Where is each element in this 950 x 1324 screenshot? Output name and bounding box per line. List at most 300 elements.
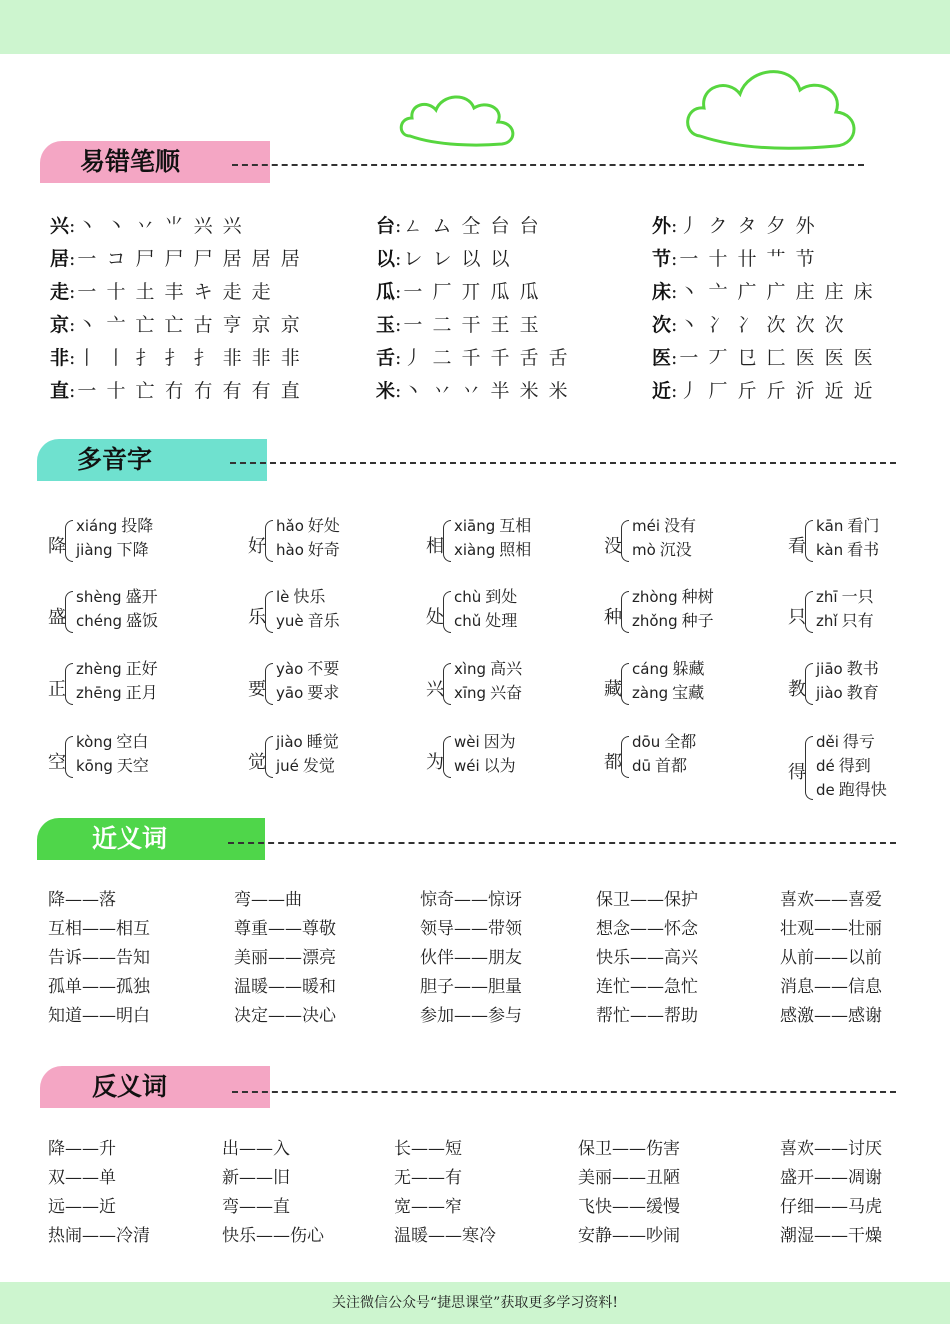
word-pair-column: [48, 886, 218, 1031]
word-pair: 盛开——凋谢: [780, 1168, 882, 1188]
example-word: 只有: [841, 611, 874, 630]
polyphone-char: 乐: [248, 607, 266, 628]
word-pair: 降——落: [48, 890, 116, 910]
pinyin: jiāo: [816, 660, 843, 678]
polyphone-char: 盛: [48, 607, 66, 628]
colon: :: [395, 380, 402, 402]
pinyin: chǔ: [454, 612, 482, 630]
word-pair: 温暖——暖和: [234, 977, 336, 997]
stroke-sequence: 丶 丷 丷 半 米 米: [403, 380, 570, 402]
pinyin: wèi: [454, 733, 480, 751]
pinyin: jué: [276, 757, 299, 775]
colon: :: [671, 347, 678, 369]
brace: [65, 736, 73, 778]
polyphone-readings: [816, 730, 887, 802]
pinyin: zhēng: [76, 684, 122, 702]
stroke-sequence: 丿 二 千 千 舌 舌: [403, 347, 570, 369]
reading-line: [276, 585, 340, 609]
pinyin: zàng: [632, 684, 669, 702]
brace: [265, 663, 273, 705]
stroke-sequence: 一 十 亡 冇 冇 有 有 直: [77, 380, 302, 402]
reading-line: [816, 754, 887, 778]
reading-line: [454, 657, 522, 681]
polyphone-char: 好: [248, 536, 266, 557]
colon: :: [671, 380, 678, 402]
stroke-row: [652, 276, 932, 309]
stroke-char: 外: [652, 215, 672, 237]
pinyin: zhǒng: [632, 612, 678, 630]
word-pair: 飞快——缓慢: [578, 1197, 680, 1217]
pinyin: dū: [632, 757, 652, 775]
polyphone-readings: [454, 514, 531, 562]
polyphone-char: 看: [788, 536, 806, 557]
polyphone-char: 处: [426, 607, 444, 628]
brace: [443, 591, 451, 633]
word-pair: 保卫——伤害: [578, 1139, 680, 1159]
word-pair: 消息——信息: [780, 977, 882, 997]
brace: [805, 736, 813, 800]
reading-line: [632, 538, 696, 562]
pinyin: xìng: [454, 660, 487, 678]
polyphone-readings: [632, 730, 696, 778]
stroke-row: [652, 375, 932, 408]
pinyin: jiào: [276, 733, 303, 751]
polyphone-char: 得: [788, 762, 806, 783]
reading-line: [276, 514, 340, 538]
divider: [230, 462, 896, 464]
word-pair-column: [780, 1135, 950, 1251]
example-word: 照相: [499, 540, 532, 559]
example-word: 跑得快: [838, 780, 887, 799]
word-pair: 尊重——尊敬: [234, 919, 336, 939]
brace: [65, 591, 73, 633]
polyphone-readings: [276, 657, 339, 705]
divider: [232, 164, 864, 166]
colon: :: [671, 215, 678, 237]
colon: :: [69, 248, 76, 270]
stroke-char: 次: [652, 314, 672, 336]
brace: [443, 663, 451, 705]
word-pair: 胆子——胆量: [420, 977, 522, 997]
colon: :: [671, 281, 678, 303]
pinyin: zhǐ: [816, 612, 838, 630]
pinyin: kàn: [816, 541, 844, 559]
polyphone-readings: [816, 657, 879, 705]
word-pair: 美丽——漂亮: [234, 948, 336, 968]
stroke-row: [376, 309, 656, 342]
pinyin: zhèng: [76, 660, 122, 678]
example-word: 高兴: [490, 659, 523, 678]
stroke-row: [652, 210, 932, 243]
stroke-column: [652, 210, 932, 408]
word-pair: 惊奇——惊讶: [420, 890, 522, 910]
example-word: 到处: [485, 587, 518, 606]
word-pair: 热闹——冷清: [48, 1226, 150, 1246]
stroke-sequence: 一 十 卄 艹 节: [679, 248, 817, 270]
colon: :: [671, 314, 678, 336]
word-pair: 出——入: [222, 1139, 290, 1159]
stroke-row: [376, 342, 656, 375]
brace: [805, 520, 813, 562]
word-pair-column: [394, 1135, 564, 1251]
polyphone-readings: [632, 657, 704, 705]
polyphone-readings: [276, 585, 340, 633]
stroke-row: [50, 309, 330, 342]
reading-line: [632, 730, 696, 754]
word-pair: 帮忙——帮助: [596, 1006, 698, 1026]
word-pair: 告诉——告知: [48, 948, 150, 968]
reading-line: [454, 730, 516, 754]
word-pair: 领导——带领: [420, 919, 522, 939]
word-pair-column: [48, 1135, 218, 1251]
pinyin: de: [816, 781, 835, 799]
word-pair: 潮湿——干燥: [780, 1226, 882, 1246]
stroke-row: [50, 243, 330, 276]
reading-line: [816, 681, 879, 705]
stroke-char: 玉: [376, 314, 396, 336]
stroke-char: 直: [50, 380, 70, 402]
example-word: 种树: [681, 587, 714, 606]
example-word: 盛开: [125, 587, 158, 606]
word-pair: 长——短: [394, 1139, 462, 1159]
pinyin: lè: [276, 588, 290, 606]
cloud-icon: [682, 60, 862, 160]
stroke-sequence: 丶 亠 广 广 庄 庄 床: [679, 281, 875, 303]
colon: :: [69, 347, 76, 369]
pinyin: chéng: [76, 612, 123, 630]
brace: [805, 591, 813, 633]
divider: [232, 1091, 896, 1093]
reading-line: [632, 754, 696, 778]
pinyin: wéi: [454, 757, 480, 775]
example-word: 好奇: [307, 540, 340, 559]
stroke-sequence: レ レ 以 以: [403, 248, 512, 270]
stroke-char: 居: [50, 248, 70, 270]
stroke-char: 兴: [50, 215, 70, 237]
pinyin: dé: [816, 757, 835, 775]
word-pair: 喜欢——喜爱: [780, 890, 882, 910]
stroke-column: [376, 210, 656, 408]
example-word: 好处: [307, 516, 340, 535]
stroke-sequence: 丶 亠 亡 亡 古 亨 京 京: [77, 314, 302, 336]
stroke-row: [652, 243, 932, 276]
stroke-sequence: 丶 冫 冫 次 次 次: [679, 314, 846, 336]
polyphone-readings: [454, 657, 522, 705]
brace: [621, 663, 629, 705]
polyphone-char: 兴: [426, 679, 444, 700]
polyphone-readings: [632, 514, 696, 562]
stroke-sequence: 丿 厂 斤 斤 沂 近 近: [679, 380, 875, 402]
stroke-char: 以: [376, 248, 396, 270]
stroke-char: 舌: [376, 347, 396, 369]
stroke-sequence: 丿 ク タ 夕 外: [679, 215, 817, 237]
word-pair: 新——旧: [222, 1168, 290, 1188]
example-word: 首都: [655, 756, 688, 775]
example-word: 种子: [681, 611, 714, 630]
example-word: 快乐: [293, 587, 326, 606]
example-word: 投降: [121, 516, 154, 535]
polyphone-readings: [632, 585, 714, 633]
reading-line: [276, 754, 339, 778]
reading-line: [632, 585, 714, 609]
reading-line: [76, 730, 149, 754]
example-word: 得亏: [842, 732, 875, 751]
word-pair: 仔细——马虎: [780, 1197, 882, 1217]
word-pair: 远——近: [48, 1197, 116, 1217]
polyphone-char: 空: [48, 752, 66, 773]
stroke-char: 走: [50, 281, 70, 303]
reading-line: [632, 514, 696, 538]
section-title-strokes: 易错笔顺: [40, 141, 270, 183]
polyphone-readings: [276, 730, 339, 778]
reading-line: [76, 657, 158, 681]
stroke-sequence: 一 丆 㔾 匚 医 医 医: [679, 347, 875, 369]
stroke-row: [50, 375, 330, 408]
reading-line: [454, 585, 517, 609]
stroke-char: 台: [376, 215, 396, 237]
pinyin: zhòng: [632, 588, 678, 606]
reading-line: [276, 730, 339, 754]
reading-line: [816, 609, 874, 633]
word-pair: 喜欢——讨厌: [780, 1139, 882, 1159]
example-word: 没有: [664, 516, 697, 535]
polyphone-char: 要: [248, 679, 266, 700]
pinyin: kān: [816, 517, 844, 535]
reading-line: [816, 585, 874, 609]
example-word: 天空: [116, 756, 149, 775]
word-pair-column: [222, 1135, 392, 1251]
pinyin: xiàng: [454, 541, 496, 559]
polyphone-readings: [454, 585, 517, 633]
brace: [805, 663, 813, 705]
reading-line: [632, 609, 714, 633]
stroke-sequence: 一 十 土 丰 キ 走 走: [77, 281, 273, 303]
pinyin: méi: [632, 517, 661, 535]
footer-text: 关注微信公众号“捷思课堂”获取更多学习资料!: [332, 1295, 618, 1311]
word-pair: 宽——窄: [394, 1197, 462, 1217]
colon: :: [69, 281, 76, 303]
pinyin: hào: [276, 541, 304, 559]
word-pair: 互相——相互: [48, 919, 150, 939]
pinyin: kòng: [76, 733, 113, 751]
example-word: 睡觉: [306, 732, 339, 751]
pinyin: yāo: [276, 684, 304, 702]
brace: [65, 520, 73, 562]
reading-line: [454, 681, 522, 705]
stroke-row: [50, 342, 330, 375]
brace: [621, 591, 629, 633]
pinyin: jiàng: [76, 541, 113, 559]
stroke-char: 节: [652, 248, 672, 270]
word-pair: 感激——感谢: [780, 1006, 882, 1026]
stroke-sequence: ㄥ ム 仝 台 台: [403, 215, 541, 237]
example-word: 得到: [838, 756, 871, 775]
polyphone-readings: [76, 730, 149, 778]
stroke-char: 京: [50, 314, 70, 336]
polyphone-char: 相: [426, 536, 444, 557]
polyphone-char: 藏: [604, 679, 622, 700]
example-word: 全都: [664, 732, 697, 751]
word-pair-column: [578, 1135, 748, 1251]
colon: :: [671, 248, 678, 270]
word-pair: 双——单: [48, 1168, 116, 1188]
example-word: 教育: [846, 683, 879, 702]
pinyin: yào: [276, 660, 304, 678]
pinyin: xiáng: [76, 517, 118, 535]
word-pair: 想念——怀念: [596, 919, 698, 939]
section-title-polyphones: 多音字: [37, 439, 267, 481]
word-pair: 安静——吵闹: [578, 1226, 680, 1246]
stroke-sequence: 一 コ 尸 尸 尸 居 居 居: [77, 248, 302, 270]
pinyin: cáng: [632, 660, 669, 678]
polyphone-readings: [454, 730, 516, 778]
word-pair-column: [780, 886, 950, 1031]
cloud-icon: [398, 86, 528, 156]
stroke-sequence: 丨 丨 扌 扌 扌 非 非 非: [77, 347, 302, 369]
example-word: 正好: [125, 659, 158, 678]
stroke-char: 床: [652, 281, 672, 303]
polyphone-char: 都: [604, 752, 622, 773]
top-band: [0, 0, 950, 54]
pinyin: zhī: [816, 588, 838, 606]
stroke-row: [376, 243, 656, 276]
pinyin: mò: [632, 541, 656, 559]
brace: [265, 520, 273, 562]
example-word: 一只: [841, 587, 874, 606]
example-word: 看书: [847, 540, 880, 559]
stroke-row: [652, 309, 932, 342]
reading-line: [816, 538, 879, 562]
example-word: 发觉: [302, 756, 335, 775]
stroke-row: [376, 375, 656, 408]
word-pair: 决定——决心: [234, 1006, 336, 1026]
example-word: 空白: [116, 732, 149, 751]
section-title-antonyms: 反义词: [40, 1066, 270, 1108]
pinyin: yuè: [276, 612, 304, 630]
word-pair: 快乐——伤心: [222, 1226, 324, 1246]
polyphone-char: 降: [48, 536, 66, 557]
example-word: 躲藏: [672, 659, 705, 678]
colon: :: [395, 347, 402, 369]
polyphone-char: 为: [426, 752, 444, 773]
stroke-sequence: 一 二 干 王 玉: [403, 314, 541, 336]
brace: [265, 591, 273, 633]
reading-line: [816, 657, 879, 681]
polyphone-readings: [276, 514, 340, 562]
polyphone-char: 没: [604, 536, 622, 557]
stroke-sequence: 丶 丶 丷 ⺌ 兴 兴: [77, 215, 244, 237]
word-pair: 保卫——保护: [596, 890, 698, 910]
stroke-sequence: 一 厂 丌 瓜 瓜: [403, 281, 541, 303]
polyphone-readings: [76, 585, 158, 633]
example-word: 以为: [483, 756, 516, 775]
word-pair: 连忙——急忙: [596, 977, 698, 997]
example-word: 教书: [846, 659, 879, 678]
pinyin: dōu: [632, 733, 661, 751]
polyphone-readings: [76, 657, 158, 705]
pinyin: shèng: [76, 588, 122, 606]
word-pair: 温暖——寒冷: [394, 1226, 496, 1246]
colon: :: [395, 314, 402, 336]
reading-line: [76, 681, 158, 705]
colon: :: [69, 215, 76, 237]
reading-line: [454, 514, 531, 538]
stroke-char: 近: [652, 380, 672, 402]
stroke-row: [652, 342, 932, 375]
pinyin: kōng: [76, 757, 113, 775]
example-word: 看门: [847, 516, 880, 535]
polyphone-char: 正: [48, 679, 66, 700]
polyphone-char: 种: [604, 607, 622, 628]
example-word: 因为: [483, 732, 516, 751]
colon: :: [395, 281, 402, 303]
example-word: 下降: [116, 540, 149, 559]
example-word: 兴奋: [490, 683, 523, 702]
reading-line: [276, 609, 340, 633]
brace: [621, 520, 629, 562]
word-pair: 知道——明白: [48, 1006, 150, 1026]
stroke-row: [376, 210, 656, 243]
pinyin: chù: [454, 588, 482, 606]
word-pair: 美丽——丑陋: [578, 1168, 680, 1188]
reading-line: [454, 538, 531, 562]
pinyin: hǎo: [276, 517, 304, 535]
polyphone-readings: [816, 514, 879, 562]
word-pair-column: [420, 886, 590, 1031]
word-pair: 快乐——高兴: [596, 948, 698, 968]
word-pair: 无——有: [394, 1168, 462, 1188]
reading-line: [276, 538, 340, 562]
reading-line: [632, 681, 704, 705]
example-word: 要求: [307, 683, 340, 702]
brace: [621, 736, 629, 778]
reading-line: [454, 754, 516, 778]
reading-line: [76, 609, 158, 633]
stroke-row: [50, 210, 330, 243]
stroke-char: 瓜: [376, 281, 396, 303]
example-word: 正月: [125, 683, 158, 702]
stroke-char: 医: [652, 347, 672, 369]
brace: [443, 736, 451, 778]
colon: :: [395, 215, 402, 237]
polyphone-readings: [816, 585, 874, 633]
polyphone-char: 觉: [248, 752, 266, 773]
pinyin: xīng: [454, 684, 487, 702]
word-pair: 参加——参与: [420, 1006, 522, 1026]
brace: [265, 736, 273, 778]
word-pair: 壮观——壮丽: [780, 919, 882, 939]
colon: :: [69, 314, 76, 336]
reading-line: [816, 730, 887, 754]
example-word: 不要: [307, 659, 340, 678]
word-pair: 降——升: [48, 1139, 116, 1159]
pinyin: xiāng: [454, 517, 496, 535]
pinyin: děi: [816, 733, 839, 751]
reading-line: [76, 754, 149, 778]
brace: [65, 663, 73, 705]
section-title-synonyms: 近义词: [37, 818, 265, 860]
stroke-column: [50, 210, 330, 408]
word-pair: 伙伴——朋友: [420, 948, 522, 968]
reading-line: [76, 538, 153, 562]
polyphone-char: 教: [788, 679, 806, 700]
reading-line: [276, 681, 339, 705]
reading-line: [454, 609, 517, 633]
polyphone-readings: [76, 514, 153, 562]
colon: :: [69, 380, 76, 402]
divider: [228, 842, 896, 844]
example-word: 处理: [485, 611, 518, 630]
